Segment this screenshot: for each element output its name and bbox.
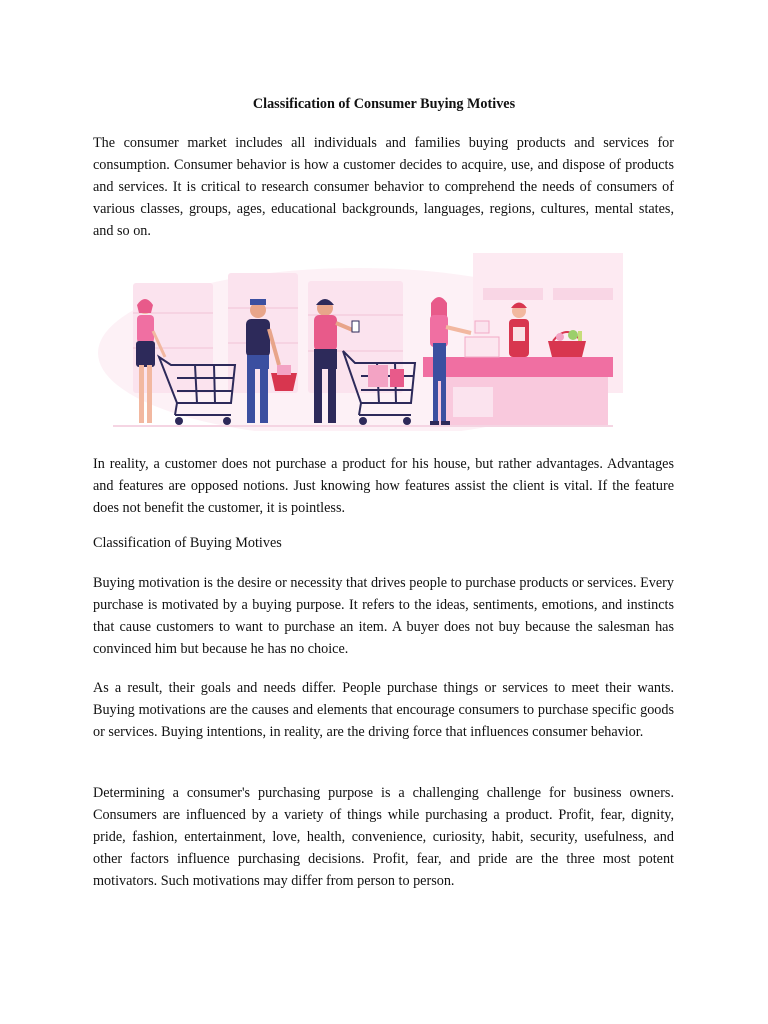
intro-paragraph: The consumer market includes all individuals and families buying products and services for consumption. Consumer behavior is how a customer decides to acquire, use, and dispose of products and services. It is critical to research consumer behavior to comprehend the needs of consumers of various classes, groups, ages, educational backgrounds, languages, regions, cultures, mental states, and so on. bbox=[93, 135, 674, 239]
page-title: Classification of Consumer Buying Motives bbox=[252, 96, 516, 112]
determining-paragraph: Determining a consumer's purchasing purpose is a challenging challenge for business owners. Consumers are influenced by a variety of things while purchasing a product. Profit, fear, dignity, pride, fashion, entertainment, love, health, convenience, curiosity, habit, security, usefulness, and other factors influence purchasing decisions. Profit, fear, and pride are the three most potent motivators. Such motivations may differ from person to person. bbox=[93, 785, 674, 889]
motivation-paragraph: Buying motivation is the desire or necessity that drives people to purchase products or services. Every purchase is motivated by a buying purpose. It refers to the ideas, sentiments, emotions, and instincts that cause customers to want to purchase an item. A buyer does not buy because the salesman has convinced him but because he has no choice. bbox=[93, 575, 674, 657]
section-heading: Classification of Buying Motives bbox=[93, 535, 282, 551]
reality-paragraph: In reality, a customer does not purchase a product for his house, but rather advantages. Advantages and features are opposed notions. Just knowing how features assist the client is vital. If the feature does not benefit the customer, it is pointless. bbox=[93, 456, 674, 516]
result-paragraph: As a result, their goals and needs differ. People purchase things or services to meet their wants. Buying motivations are the causes and elements that encourage consumers to purchase specific goods or services. Buying intentions, in reality, are the driving force that influences consumer behavior. bbox=[93, 680, 674, 740]
shopping-queue-illustration bbox=[93, 253, 623, 431]
